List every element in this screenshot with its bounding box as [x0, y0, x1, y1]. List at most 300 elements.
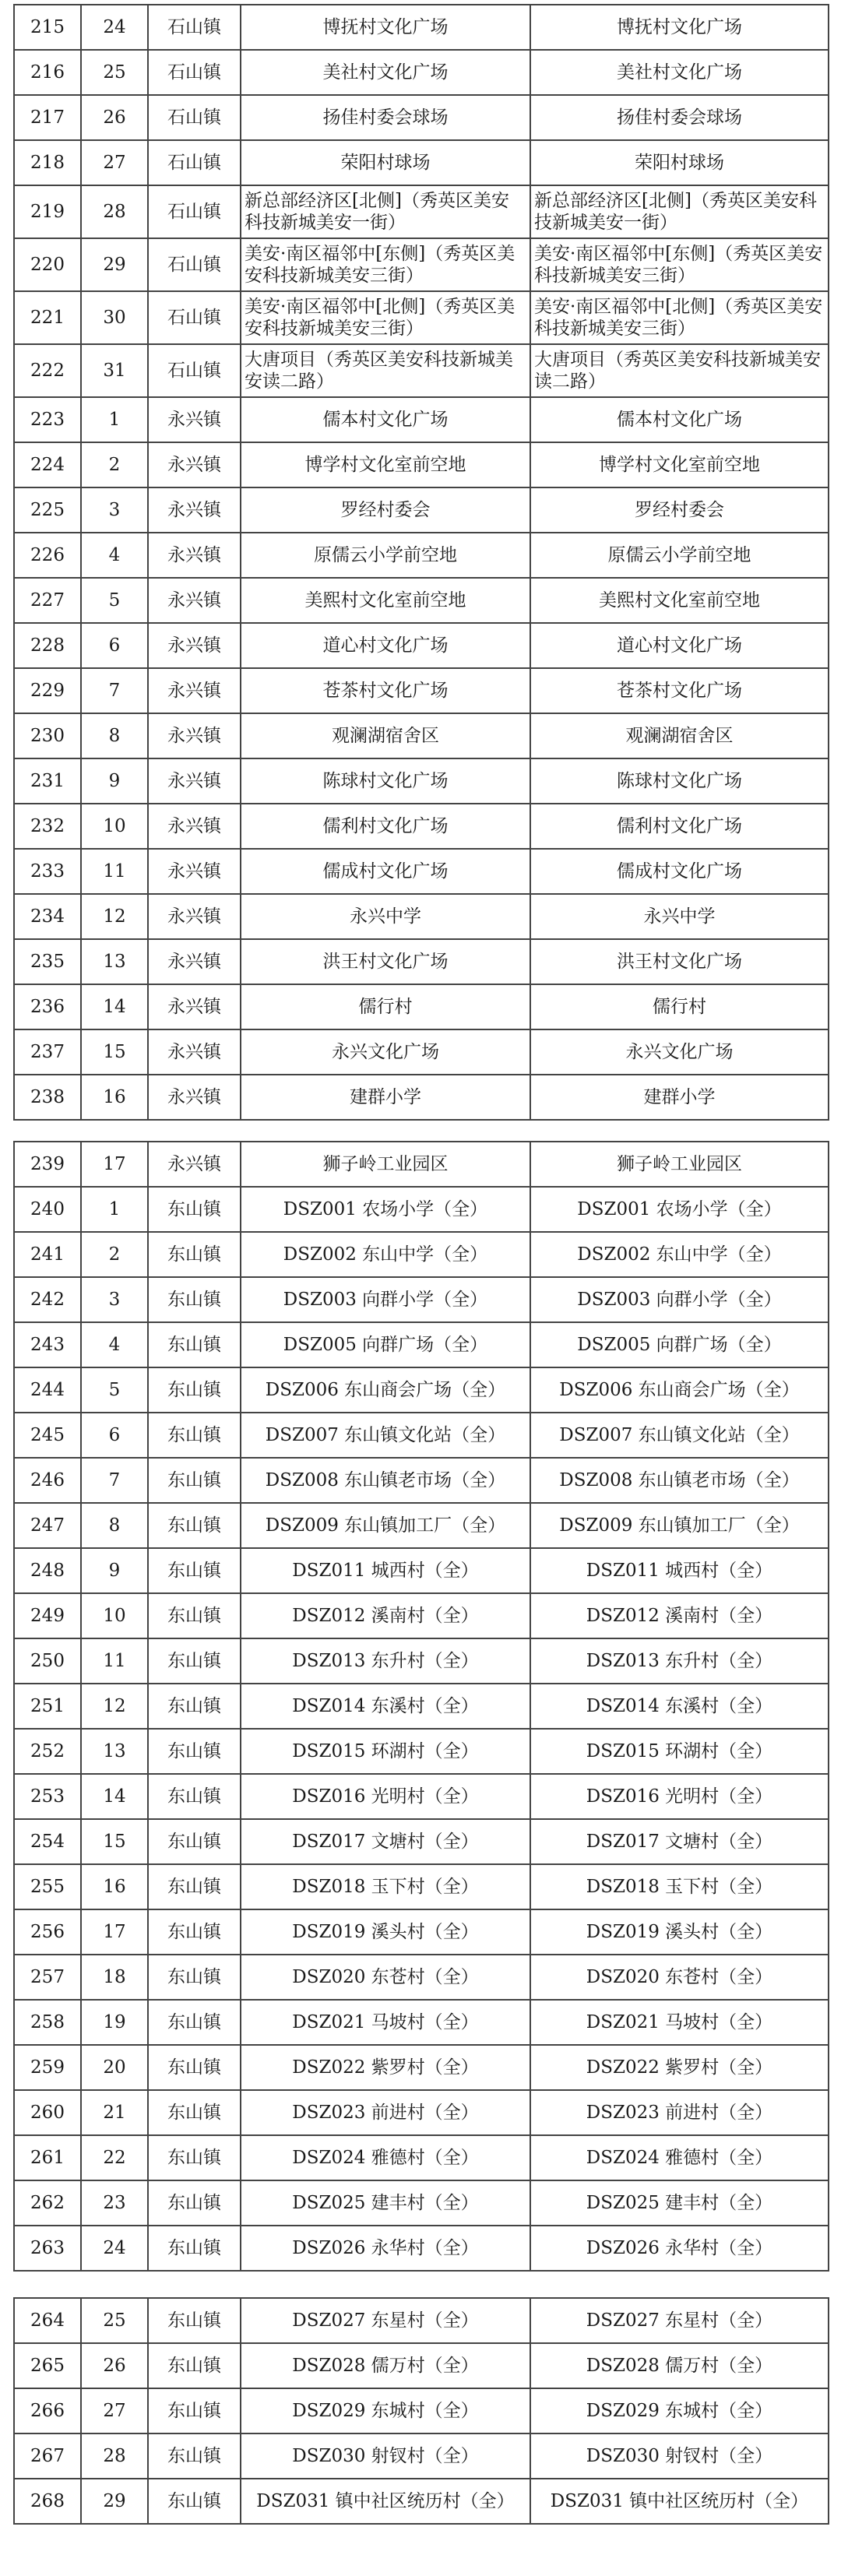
site-name-cell: 永兴文化广场	[241, 1029, 530, 1075]
site-name-cell: DSZ016 光明村（全）	[241, 1774, 530, 1819]
sub-number-cell: 1	[81, 397, 148, 442]
site-name-cell: 荣阳村球场	[241, 140, 530, 185]
row-number-cell: 230	[14, 713, 81, 758]
row-number-cell: 246	[14, 1458, 81, 1503]
site-address-cell: 美安·南区福邻中[北侧]（秀英区美安科技新城美安三街）	[530, 291, 829, 344]
town-cell: 石山镇	[148, 238, 241, 291]
row-number-cell: 248	[14, 1548, 81, 1593]
site-name-cell: 道心村文化广场	[241, 623, 530, 668]
row-number-cell: 231	[14, 758, 81, 804]
site-name-cell: 建群小学	[241, 1075, 530, 1120]
town-cell: 石山镇	[148, 5, 241, 50]
row-number-cell: 267	[14, 2433, 81, 2479]
site-address-cell: DSZ013 东升村（全）	[530, 1638, 829, 1684]
row-number-cell: 218	[14, 140, 81, 185]
site-name-cell: DSZ003 向群小学（全）	[241, 1277, 530, 1322]
row-number-cell: 253	[14, 1774, 81, 1819]
town-cell: 永兴镇	[148, 397, 241, 442]
row-number-cell: 258	[14, 2000, 81, 2045]
site-name-cell: DSZ001 农场小学（全）	[241, 1187, 530, 1232]
town-cell: 东山镇	[148, 1684, 241, 1729]
site-address-cell: DSZ006 东山商会广场（全）	[530, 1367, 829, 1413]
sub-number-cell: 16	[81, 1864, 148, 1909]
site-address-cell: 陈球村文化广场	[530, 758, 829, 804]
site-address-cell: DSZ021 马坡村（全）	[530, 2000, 829, 2045]
table-row	[14, 1075, 829, 1120]
sub-number-cell: 1	[81, 1187, 148, 1232]
site-address-cell: 原儒云小学前空地	[530, 533, 829, 578]
sub-number-cell: 25	[81, 50, 148, 95]
site-address-cell: 儒本村文化广场	[530, 397, 829, 442]
table-row	[14, 1142, 829, 1187]
table-row	[14, 2343, 829, 2388]
sub-number-cell: 21	[81, 2090, 148, 2135]
sub-number-cell: 16	[81, 1075, 148, 1120]
row-number-cell: 251	[14, 1684, 81, 1729]
town-cell: 东山镇	[148, 1503, 241, 1548]
table-row	[14, 1638, 829, 1684]
site-name-cell: DSZ007 东山镇文化站（全）	[241, 1413, 530, 1458]
site-name-cell: DSZ013 东升村（全）	[241, 1638, 530, 1684]
row-number-cell: 234	[14, 894, 81, 939]
town-cell: 永兴镇	[148, 758, 241, 804]
table-row	[14, 2180, 829, 2226]
site-name-cell: 美安·南区福邻中[北侧]（秀英区美安科技新城美安三街）	[241, 291, 530, 344]
table-row	[14, 849, 829, 894]
row-number-cell: 223	[14, 397, 81, 442]
sub-number-cell: 13	[81, 939, 148, 984]
sub-number-cell: 13	[81, 1729, 148, 1774]
site-name-cell: DSZ015 环湖村（全）	[241, 1729, 530, 1774]
table-row	[14, 1593, 829, 1638]
town-cell: 东山镇	[148, 1367, 241, 1413]
site-address-cell: DSZ012 溪南村（全）	[530, 1593, 829, 1638]
table-row	[14, 50, 829, 95]
site-address-cell: 观澜湖宿舍区	[530, 713, 829, 758]
page-break	[13, 2272, 828, 2297]
table-row	[14, 1503, 829, 1548]
table-row	[14, 2388, 829, 2433]
site-address-cell: 博抚村文化广场	[530, 5, 829, 50]
page-break	[13, 1121, 828, 1141]
sub-number-cell: 11	[81, 1638, 148, 1684]
site-address-cell: 美安·南区福邻中[东侧]（秀英区美安科技新城美安三街）	[530, 238, 829, 291]
site-address-cell: 儒成村文化广场	[530, 849, 829, 894]
sub-number-cell: 27	[81, 140, 148, 185]
sub-number-cell: 7	[81, 668, 148, 713]
row-number-cell: 250	[14, 1638, 81, 1684]
sub-number-cell: 26	[81, 95, 148, 140]
town-cell: 东山镇	[148, 1774, 241, 1819]
site-name-cell: 博学村文化室前空地	[241, 442, 530, 487]
sub-number-cell: 10	[81, 1593, 148, 1638]
town-cell: 石山镇	[148, 185, 241, 238]
site-address-cell: DSZ029 东城村（全）	[530, 2388, 829, 2433]
table-row	[14, 1729, 829, 1774]
row-number-cell: 228	[14, 623, 81, 668]
town-cell: 永兴镇	[148, 442, 241, 487]
town-cell: 永兴镇	[148, 1075, 241, 1120]
sub-number-cell: 4	[81, 533, 148, 578]
town-cell: 永兴镇	[148, 533, 241, 578]
table-row	[14, 578, 829, 623]
town-cell: 东山镇	[148, 2479, 241, 2524]
town-cell: 东山镇	[148, 2135, 241, 2180]
sub-number-cell: 8	[81, 1503, 148, 1548]
sub-number-cell: 5	[81, 1367, 148, 1413]
town-cell: 永兴镇	[148, 623, 241, 668]
row-number-cell: 263	[14, 2226, 81, 2271]
site-address-cell: 道心村文化广场	[530, 623, 829, 668]
town-cell: 石山镇	[148, 140, 241, 185]
site-name-cell: DSZ002 东山中学（全）	[241, 1232, 530, 1277]
site-name-cell: DSZ019 溪头村（全）	[241, 1909, 530, 1955]
site-address-cell: 新总部经济区[北侧]（秀英区美安科技新城美安一街）	[530, 185, 829, 238]
sub-number-cell: 12	[81, 894, 148, 939]
town-cell: 永兴镇	[148, 939, 241, 984]
town-cell: 永兴镇	[148, 1142, 241, 1187]
sub-number-cell: 7	[81, 1458, 148, 1503]
table-row	[14, 758, 829, 804]
town-cell: 东山镇	[148, 1187, 241, 1232]
row-number-cell: 244	[14, 1367, 81, 1413]
site-address-cell: DSZ009 东山镇加工厂（全）	[530, 1503, 829, 1548]
site-name-cell: 儒行村	[241, 984, 530, 1029]
town-cell: 东山镇	[148, 1955, 241, 2000]
town-cell: 东山镇	[148, 1548, 241, 1593]
site-name-cell: 苍茶村文化广场	[241, 668, 530, 713]
town-cell: 东山镇	[148, 2388, 241, 2433]
site-address-cell: DSZ028 儒万村（全）	[530, 2343, 829, 2388]
site-name-cell: DSZ022 紫罗村（全）	[241, 2045, 530, 2090]
row-number-cell: 245	[14, 1413, 81, 1458]
row-number-cell: 227	[14, 578, 81, 623]
site-name-cell: DSZ021 马坡村（全）	[241, 2000, 530, 2045]
table-row	[14, 804, 829, 849]
sub-number-cell: 3	[81, 487, 148, 533]
site-name-cell: DSZ014 东溪村（全）	[241, 1684, 530, 1729]
sub-number-cell: 20	[81, 2045, 148, 2090]
table-row	[14, 140, 829, 185]
sub-number-cell: 10	[81, 804, 148, 849]
site-address-cell: 狮子岭工业园区	[530, 1142, 829, 1187]
table-row	[14, 984, 829, 1029]
sub-number-cell: 19	[81, 2000, 148, 2045]
row-number-cell: 237	[14, 1029, 81, 1075]
table-row	[14, 894, 829, 939]
sub-number-cell: 6	[81, 623, 148, 668]
row-number-cell: 220	[14, 238, 81, 291]
site-name-cell: DSZ012 溪南村（全）	[241, 1593, 530, 1638]
site-address-cell: DSZ020 东苍村（全）	[530, 1955, 829, 2000]
site-address-cell: DSZ008 东山镇老市场（全）	[530, 1458, 829, 1503]
table-row	[14, 487, 829, 533]
row-number-cell: 215	[14, 5, 81, 50]
table-row	[14, 2226, 829, 2271]
site-address-cell: DSZ022 紫罗村（全）	[530, 2045, 829, 2090]
site-address-cell: 罗经村委会	[530, 487, 829, 533]
site-address-cell: 儒行村	[530, 984, 829, 1029]
town-cell: 石山镇	[148, 50, 241, 95]
row-number-cell: 222	[14, 344, 81, 397]
row-number-cell: 235	[14, 939, 81, 984]
town-cell: 东山镇	[148, 2000, 241, 2045]
town-cell: 永兴镇	[148, 894, 241, 939]
sub-number-cell: 27	[81, 2388, 148, 2433]
sub-number-cell: 29	[81, 238, 148, 291]
row-number-cell: 241	[14, 1232, 81, 1277]
row-number-cell: 254	[14, 1819, 81, 1864]
town-cell: 东山镇	[148, 1322, 241, 1367]
table-row	[14, 442, 829, 487]
row-number-cell: 238	[14, 1075, 81, 1120]
sub-number-cell: 24	[81, 2226, 148, 2271]
site-address-cell: DSZ011 城西村（全）	[530, 1548, 829, 1593]
table-row	[14, 623, 829, 668]
town-cell: 东山镇	[148, 1232, 241, 1277]
site-address-cell: 洪王村文化广场	[530, 939, 829, 984]
table-row	[14, 713, 829, 758]
sub-number-cell: 29	[81, 2479, 148, 2524]
site-name-cell: 陈球村文化广场	[241, 758, 530, 804]
table-row	[14, 238, 829, 291]
row-number-cell: 252	[14, 1729, 81, 1774]
sub-number-cell: 25	[81, 2298, 148, 2343]
sub-number-cell: 15	[81, 1029, 148, 1075]
site-name-cell: 儒利村文化广场	[241, 804, 530, 849]
town-cell: 东山镇	[148, 2343, 241, 2388]
row-number-cell: 249	[14, 1593, 81, 1638]
town-cell: 东山镇	[148, 1593, 241, 1638]
site-name-cell: DSZ005 向群广场（全）	[241, 1322, 530, 1367]
site-name-cell: 永兴中学	[241, 894, 530, 939]
table-row	[14, 291, 829, 344]
site-address-cell: 大唐项目（秀英区美安科技新城美安读二路）	[530, 344, 829, 397]
table-row	[14, 668, 829, 713]
sub-number-cell: 26	[81, 2343, 148, 2388]
sub-number-cell: 14	[81, 1774, 148, 1819]
row-number-cell: 265	[14, 2343, 81, 2388]
site-name-cell: DSZ029 东城村（全）	[241, 2388, 530, 2433]
sub-number-cell: 28	[81, 185, 148, 238]
town-cell: 永兴镇	[148, 713, 241, 758]
site-address-cell: DSZ016 光明村（全）	[530, 1774, 829, 1819]
site-address-cell: DSZ014 东溪村（全）	[530, 1684, 829, 1729]
row-number-cell: 243	[14, 1322, 81, 1367]
sub-number-cell: 28	[81, 2433, 148, 2479]
site-name-cell: DSZ031 镇中社区统历村（全）	[241, 2479, 530, 2524]
row-number-cell: 264	[14, 2298, 81, 2343]
site-address-cell: DSZ017 文塘村（全）	[530, 1819, 829, 1864]
table-row	[14, 2479, 829, 2524]
row-number-cell: 247	[14, 1503, 81, 1548]
town-cell: 东山镇	[148, 1909, 241, 1955]
town-cell: 永兴镇	[148, 668, 241, 713]
table-row	[14, 1774, 829, 1819]
town-cell: 东山镇	[148, 1413, 241, 1458]
table-row	[14, 1909, 829, 1955]
site-address-cell: DSZ003 向群小学（全）	[530, 1277, 829, 1322]
site-name-cell: 儒本村文化广场	[241, 397, 530, 442]
town-cell: 东山镇	[148, 2090, 241, 2135]
site-address-cell: 永兴文化广场	[530, 1029, 829, 1075]
site-address-cell: DSZ019 溪头村（全）	[530, 1909, 829, 1955]
sub-number-cell: 5	[81, 578, 148, 623]
sub-number-cell: 17	[81, 1142, 148, 1187]
town-cell: 石山镇	[148, 291, 241, 344]
town-cell: 永兴镇	[148, 849, 241, 894]
town-cell: 东山镇	[148, 2180, 241, 2226]
town-cell: 东山镇	[148, 1638, 241, 1684]
table-row	[14, 1367, 829, 1413]
row-number-cell: 236	[14, 984, 81, 1029]
document-page	[13, 4, 828, 2525]
site-address-cell: 荣阳村球场	[530, 140, 829, 185]
table-row	[14, 1955, 829, 2000]
site-name-cell: 狮子岭工业园区	[241, 1142, 530, 1187]
town-cell: 东山镇	[148, 2045, 241, 2090]
row-number-cell: 216	[14, 50, 81, 95]
site-name-cell: DSZ008 东山镇老市场（全）	[241, 1458, 530, 1503]
sub-number-cell: 24	[81, 5, 148, 50]
town-cell: 石山镇	[148, 344, 241, 397]
site-name-cell: 扬佳村委会球场	[241, 95, 530, 140]
row-number-cell: 226	[14, 533, 81, 578]
town-cell: 东山镇	[148, 1458, 241, 1503]
table-row	[14, 344, 829, 397]
town-cell: 东山镇	[148, 2226, 241, 2271]
site-address-cell: DSZ015 环湖村（全）	[530, 1729, 829, 1774]
town-cell: 永兴镇	[148, 1029, 241, 1075]
town-cell: 永兴镇	[148, 487, 241, 533]
table-row	[14, 1029, 829, 1075]
site-address-cell: 苍茶村文化广场	[530, 668, 829, 713]
site-address-cell: DSZ018 玉下村（全）	[530, 1864, 829, 1909]
site-name-cell: DSZ030 射钗村（全）	[241, 2433, 530, 2479]
sub-number-cell: 4	[81, 1322, 148, 1367]
row-number-cell: 268	[14, 2479, 81, 2524]
site-name-cell: DSZ026 永华村（全）	[241, 2226, 530, 2271]
site-address-cell: DSZ031 镇中社区统历村（全）	[530, 2479, 829, 2524]
row-number-cell: 257	[14, 1955, 81, 2000]
town-cell: 永兴镇	[148, 578, 241, 623]
table-row	[14, 1548, 829, 1593]
site-address-cell: DSZ024 雅德村（全）	[530, 2135, 829, 2180]
sub-number-cell: 2	[81, 442, 148, 487]
site-name-cell: DSZ011 城西村（全）	[241, 1548, 530, 1593]
table-row	[14, 1232, 829, 1277]
row-number-cell: 259	[14, 2045, 81, 2090]
town-cell: 东山镇	[148, 2298, 241, 2343]
town-cell: 东山镇	[148, 1864, 241, 1909]
table-row	[14, 2000, 829, 2045]
row-number-cell: 219	[14, 185, 81, 238]
site-address-cell: 扬佳村委会球场	[530, 95, 829, 140]
sub-number-cell: 8	[81, 713, 148, 758]
sub-number-cell: 9	[81, 758, 148, 804]
site-name-cell: 大唐项目（秀英区美安科技新城美安读二路）	[241, 344, 530, 397]
site-name-cell: 原儒云小学前空地	[241, 533, 530, 578]
site-name-cell: 洪王村文化广场	[241, 939, 530, 984]
row-number-cell: 217	[14, 95, 81, 140]
table-row	[14, 185, 829, 238]
sub-number-cell: 11	[81, 849, 148, 894]
row-number-cell: 233	[14, 849, 81, 894]
site-address-cell: 儒利村文化广场	[530, 804, 829, 849]
sub-number-cell: 22	[81, 2135, 148, 2180]
site-address-cell: DSZ002 东山中学（全）	[530, 1232, 829, 1277]
site-address-cell: 建群小学	[530, 1075, 829, 1120]
site-address-cell: DSZ001 农场小学（全）	[530, 1187, 829, 1232]
station-table-part-2	[13, 1141, 829, 2272]
table-row	[14, 2298, 829, 2343]
row-number-cell: 240	[14, 1187, 81, 1232]
sub-number-cell: 14	[81, 984, 148, 1029]
town-cell: 东山镇	[148, 1729, 241, 1774]
site-address-cell: DSZ005 向群广场（全）	[530, 1322, 829, 1367]
site-address-cell: 博学村文化室前空地	[530, 442, 829, 487]
table-row	[14, 1277, 829, 1322]
row-number-cell: 262	[14, 2180, 81, 2226]
site-name-cell: DSZ024 雅德村（全）	[241, 2135, 530, 2180]
row-number-cell: 221	[14, 291, 81, 344]
table-row	[14, 2433, 829, 2479]
sub-number-cell: 23	[81, 2180, 148, 2226]
table-row	[14, 533, 829, 578]
site-address-cell: DSZ027 东星村（全）	[530, 2298, 829, 2343]
row-number-cell: 225	[14, 487, 81, 533]
table-row	[14, 1413, 829, 1458]
site-name-cell: 美熙村文化室前空地	[241, 578, 530, 623]
table-row	[14, 397, 829, 442]
row-number-cell: 229	[14, 668, 81, 713]
town-cell: 石山镇	[148, 95, 241, 140]
site-name-cell: DSZ025 建丰村（全）	[241, 2180, 530, 2226]
station-table-part-3	[13, 2297, 829, 2525]
row-number-cell: 255	[14, 1864, 81, 1909]
site-name-cell: 美安·南区福邻中[东侧]（秀英区美安科技新城美安三街）	[241, 238, 530, 291]
sub-number-cell: 6	[81, 1413, 148, 1458]
site-address-cell: DSZ030 射钗村（全）	[530, 2433, 829, 2479]
table-row	[14, 1684, 829, 1729]
row-number-cell: 232	[14, 804, 81, 849]
table-row	[14, 95, 829, 140]
site-name-cell: DSZ009 东山镇加工厂（全）	[241, 1503, 530, 1548]
sub-number-cell: 2	[81, 1232, 148, 1277]
site-address-cell: 美熙村文化室前空地	[530, 578, 829, 623]
sub-number-cell: 15	[81, 1819, 148, 1864]
table-row	[14, 1322, 829, 1367]
sub-number-cell: 12	[81, 1684, 148, 1729]
site-name-cell: 博抚村文化广场	[241, 5, 530, 50]
site-name-cell: 儒成村文化广场	[241, 849, 530, 894]
site-name-cell: DSZ023 前进村（全）	[241, 2090, 530, 2135]
site-name-cell: 罗经村委会	[241, 487, 530, 533]
site-name-cell: DSZ020 东苍村（全）	[241, 1955, 530, 2000]
table-row	[14, 1458, 829, 1503]
site-name-cell: DSZ017 文塘村（全）	[241, 1819, 530, 1864]
site-name-cell: 新总部经济区[北侧]（秀英区美安科技新城美安一街）	[241, 185, 530, 238]
table-row	[14, 939, 829, 984]
site-name-cell: DSZ018 玉下村（全）	[241, 1864, 530, 1909]
row-number-cell: 224	[14, 442, 81, 487]
site-address-cell: DSZ023 前进村（全）	[530, 2090, 829, 2135]
site-name-cell: DSZ027 东星村（全）	[241, 2298, 530, 2343]
row-number-cell: 261	[14, 2135, 81, 2180]
table-row	[14, 5, 829, 50]
site-name-cell: 观澜湖宿舍区	[241, 713, 530, 758]
sub-number-cell: 17	[81, 1909, 148, 1955]
